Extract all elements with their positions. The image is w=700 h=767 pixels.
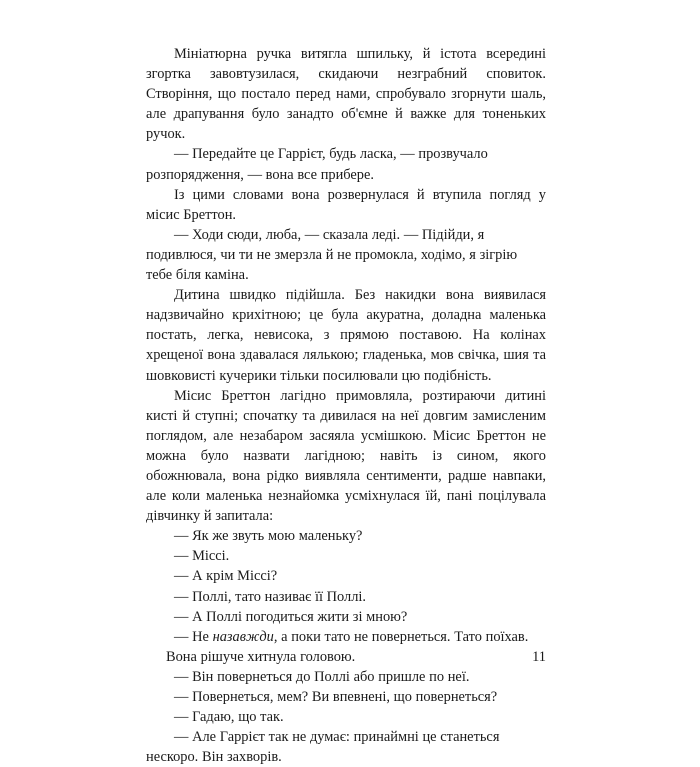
dialogue-line-12: — Але Гаррієт так не думає: принаймні це станеться нескоро. Він захворів. xyxy=(146,729,500,766)
narrative-inset-line: Вона рішуче хитнула головою. xyxy=(166,648,356,665)
paragraph-3: Дитина швидко підійшла. Без накидки вона виявилася надзвичайно крихітною; це була акуратна, доладна маленька постать, легка, невисока, з прямою поставою. На колінах хрещеної вона здавалася лялькою; гладенька, мов свічка, шия та шовковисті кучерики тільки посилювали цю подібність. xyxy=(146,287,546,384)
dialogue-line-1: — Передайте це Гаррієт, будь ласка, — прозвучало розпорядження, — вона все прибере. xyxy=(146,146,488,183)
dialogue-line-8 xyxy=(146,627,546,647)
dialogue-line-11: — Гадаю, що так. xyxy=(174,709,284,726)
paragraph-2: Із цими словами вона розвернулася й втупила погляд у місис Бреттон. xyxy=(146,186,546,223)
dialogue-line-7: — А Поллі погодиться жити зі мною? xyxy=(174,608,408,625)
dialogue-line-2: — Ходи сюди, люба, — сказала леді. — Підійди, я подивлюся, чи ти не змерзла й не промокла, ходімо, я зігрію тебе біля каміна. xyxy=(146,226,518,284)
page-number: 11 xyxy=(532,649,546,665)
dialogue-line-6: — Поллі, тато називає її Поллі. xyxy=(174,588,367,605)
dialogue-line-5: — А крім Міссі? xyxy=(174,568,278,585)
paragraph-1: Мініатюрна ручка витягла шпильку, й істота всередині згортка завовтузилася, скидаючи незграбний сповиток. Створіння, що постало перед нами, спробувало згорнути шаль, але драпування було занадто об'ємне й важке для тоненьких ручок. xyxy=(146,46,546,143)
dialogue-text-before: — Не xyxy=(174,628,213,645)
dialogue-line-10: — Повернеться, мем? Ви впевнені, що повернеться? xyxy=(174,689,498,705)
emphasis-nazavzhdy: назавжди xyxy=(212,628,274,645)
dialogue-line-3: — Як же звуть мою маленьку? xyxy=(174,528,363,545)
dialogue-line-4: — Міссі. xyxy=(174,548,230,565)
paragraph-4: Місис Бреттон лагідно примовляла, розтираючи дитині кисті й ступні; спочатку та дивилася на неї довгим замисленим поглядом, але незабаром засяяла усмішкою. Місис Бреттон не можна було назвати лагідною; навіть із сином, якого обожнювала, вона рідко виявляла сентименти, радше навпаки, але коли маленька незнайомка усміхнулася їй, пані поцілувала дівчинку й запитала: xyxy=(146,387,546,525)
dialogue-text-after: , а поки тато не повернеться. Тато поїхав. xyxy=(273,628,529,645)
dialogue-line-9: — Він повернеться до Поллі або пришле по неї. xyxy=(174,668,470,685)
